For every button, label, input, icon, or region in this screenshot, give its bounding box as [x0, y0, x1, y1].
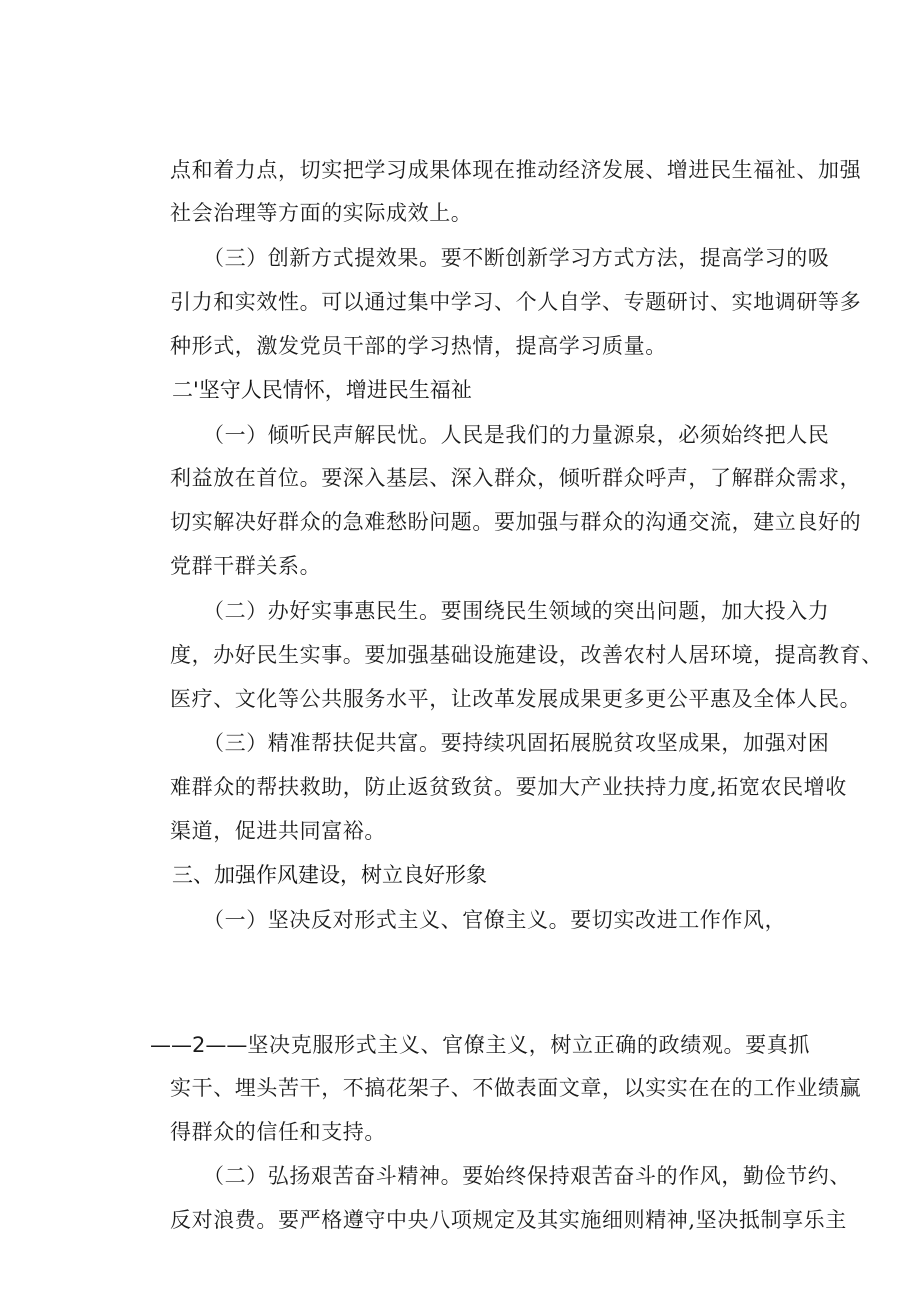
paragraph-line: （一）倾听民声解民忧。人民是我们的力量源泉，必须始终把人民	[203, 423, 830, 447]
paragraph-line: 医疗、文化等公共服务水平，让改革发展成果更多更公平惠及全体人民。	[170, 687, 862, 711]
paragraph-line: 渠道，促进共同富裕。	[170, 819, 386, 843]
paragraph-line: 种形式，激发党员干部的学习热情，提高学习质量。	[170, 334, 667, 358]
page-number: ——2——	[150, 1033, 248, 1057]
paragraph-line: （一）坚决反对形式主义、官僚主义。要切实改进工作作风，	[203, 908, 787, 932]
paragraph-line: 利益放在首位。要深入基层、深入群众，倾听群众呼声，了解群众需求，	[170, 466, 862, 490]
paragraph-line: 度，办好民生实事。要加强基础设施建设，改善农村人居环境，提高教育、	[170, 643, 883, 667]
paragraph-line: 得群众的信任和支持。	[170, 1120, 386, 1144]
paragraph-line: 引力和实效性。可以通过集中学习、个人自学、专题研讨、实地调研等多	[170, 290, 862, 314]
paragraph-line: 党群干群关系。	[170, 554, 322, 578]
section-heading-three: 三、加强作风建设，树立良好形象	[172, 863, 487, 887]
section-heading-two: 二'坚守人民情怀，增进民生福祉	[172, 378, 472, 402]
paragraph-line: 反对浪费。要严格遵守中央八项规定及其实施细则精神,坚决抵制享乐主	[170, 1208, 847, 1232]
paragraph-line: （三）创新方式提效果。要不断创新学习方式方法，提高学习的吸	[203, 246, 830, 270]
paragraph-line: 点和着力点，切实把学习成果体现在推动经济发展、增进民生福祉、加强	[170, 158, 862, 182]
paragraph-line: （二）办好实事惠民生。要围绕民生领域的突出问题，加大投入力	[203, 599, 830, 623]
paragraph-line-text: 坚决克服形式主义、官僚主义，树立正确的政绩观。要真抓	[247, 1033, 810, 1057]
paragraph-line: 切实解决好群众的急难愁盼问题。要加强与群众的沟通交流，建立良好的	[170, 510, 862, 534]
paragraph-line-with-folio	[150, 1030, 810, 1060]
paragraph-line: 实干、埋头苦干，不搞花架子、不做表面文章，以实实在在的工作业绩赢	[170, 1076, 862, 1100]
paragraph-line: （三）精准帮扶促共富。要持续巩固拓展脱贫攻坚成果，加强对困	[203, 731, 830, 755]
paragraph-line: 难群众的帮扶救助，防止返贫致贫。要加大产业扶持力度,拓宽农民增收	[170, 775, 847, 799]
paragraph-line: （二）弘扬艰苦奋斗精神。要始终保持艰苦奋斗的作风，勤俭节约、	[203, 1164, 851, 1188]
paragraph-line: 社会治理等方面的实际成效上。	[170, 201, 473, 225]
